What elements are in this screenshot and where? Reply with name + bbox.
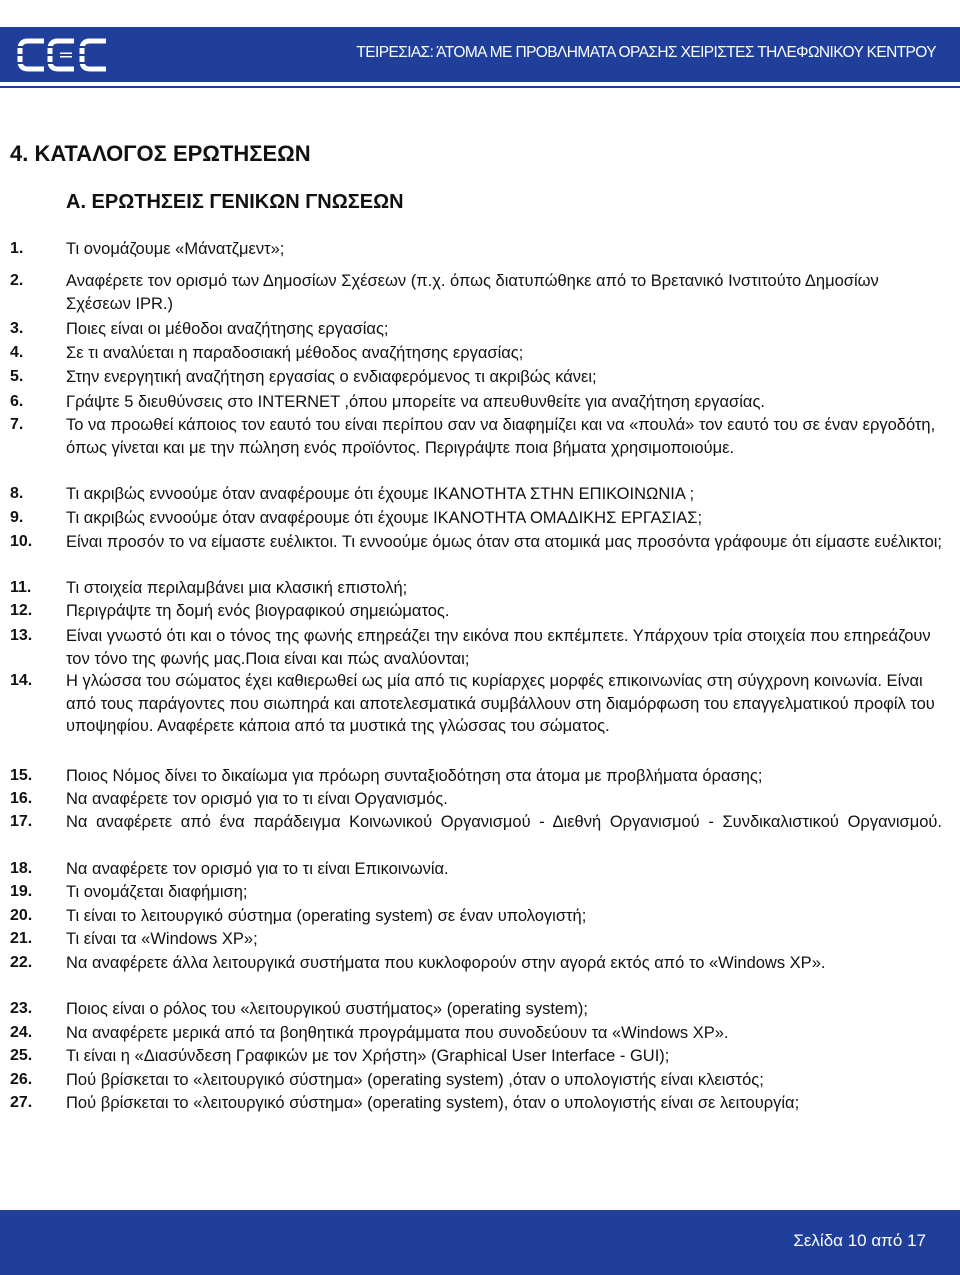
question-number: 25. — [10, 1047, 33, 1064]
question-text: Τι ακριβώς εννοούμε όταν αναφέρουμε ότι έχουμε ΙΚΑΝΟΤΗΤΑ ΣΤΗΝ ΕΠΙΚΟΙΝΩΝΙΑ ; — [66, 485, 695, 503]
question-text: Γράψτε 5 διευθύνσεις στο INTERNET ,όπου μπορείτε να απευθυνθείτε για αναζήτηση εργασίας. — [66, 393, 765, 411]
question-number: 18. — [10, 860, 33, 877]
question-number: 24. — [10, 1024, 33, 1041]
question-text: Τι είναι η «Διασύνδεση Γραφικών με τον Χρήστη» (Graphical User Interface - GUI); — [66, 1047, 670, 1065]
question-number: 3. — [10, 320, 24, 337]
question-number: 2. — [10, 272, 24, 289]
question-number: 6. — [10, 393, 24, 410]
header-divider — [0, 86, 960, 88]
question-text: Να αναφέρετε από ένα παράδειγμα Κοινωνικού Οργανισμού - Διεθνή Οργανισμού - Συνδικαλιστικού Οργανισμού. — [66, 813, 942, 831]
question-text: Να αναφέρετε μερικά από τα βοηθητικά προγράμματα που συνοδεύουν τα «Windows XP». — [66, 1024, 729, 1042]
question-text: Να αναφέρετε τον ορισμό για το τι είναι Οργανισμός. — [66, 790, 448, 808]
question-number: 8. — [10, 485, 24, 502]
question-number: 21. — [10, 930, 33, 947]
question-text: Τι ονομάζεται διαφήμιση; — [66, 883, 248, 901]
question-number: 13. — [10, 627, 33, 644]
question-text: Η γλώσσα του σώματος έχει καθιερωθεί ως μία από τις κυρίαρχες μορφές επικοινωνίας στη σύγχρονη κοινωνία. Είναι από τους παράγοντες που σιωπηρά και αποτελεσματικά συμβάλλουν στη διαμόρφωση του επαγγελματικού προφίλ του υποψηφίου. Αναφέρετε κάποια από τα μυστικά της γλώσσας του σώματος. — [66, 672, 935, 735]
question-text: Πού βρίσκεται το «λειτουργικό σύστημα» (operating system) ,όταν ο υπολογιστής είναι κλειστός; — [66, 1071, 764, 1089]
question-text: Το να προωθεί κάποιος τον εαυτό του είναι περίπου σαν να διαφημίζει και να «πουλά» τον εαυτό του σε έναν εργοδότη, όπως γίνεται και με την πώληση ενός προϊόντος. Περιγράψτε ποια βήματα χρησιμοποιούμε. — [66, 416, 936, 457]
question-number: 12. — [10, 602, 33, 619]
question-number: 27. — [10, 1094, 33, 1111]
question-text: Είναι προσόν το να είμαστε ευέλικτοι. Τι εννοούμε όμως όταν στα ατομικά μας προσόντα γράφουμε ότι είμαστε ευέλικτοι; — [66, 533, 943, 551]
question-text: Τι στοιχεία περιλαμβάνει μια κλασική επιστολή; — [66, 579, 408, 597]
question-number: 23. — [10, 1000, 33, 1017]
question-text: Ποιες είναι οι μέθοδοι αναζήτησης εργασίας; — [66, 320, 389, 338]
question-number: 1. — [10, 240, 24, 257]
question-text: Περιγράψτε τη δομή ενός βιογραφικού σημειώματος. — [66, 602, 450, 620]
question-text: Ποιος είναι ο ρόλος του «λειτουργικού συστήματος» (operating system); — [66, 1000, 588, 1018]
question-text: Αναφέρετε τον ορισμό των Δημοσίων Σχέσεων (π.χ. όπως διατυπώθηκε από το Βρετανικό Ινστιτούτο Δημοσίων Σχέσεων IPR.) — [66, 272, 879, 313]
question-text: Ποιος Νόμος δίνει το δικαίωμα για πρόωρη συνταξιοδότηση στα άτομα με προβλήματα όρασης; — [66, 767, 763, 785]
question-number: 5. — [10, 368, 24, 385]
question-text: Να αναφέρετε άλλα λειτουργικά συστήματα που κυκλοφορούν στην αγορά εκτός από το «Windows XP». — [66, 954, 826, 972]
question-number: 26. — [10, 1071, 33, 1088]
question-number: 7. — [10, 416, 24, 433]
question-number: 17. — [10, 813, 33, 830]
question-text: Στην ενεργητική αναζήτηση εργασίας ο ενδιαφερόμενος τι ακριβώς κάνει; — [66, 368, 597, 386]
page-number: Σελίδα 10 από 17 — [793, 1231, 926, 1250]
question-text: Τι ονομάζουμε «Μάνατζμεντ»; — [66, 240, 285, 258]
question-number: 15. — [10, 767, 33, 784]
question-number: 10. — [10, 533, 33, 550]
question-text: Να αναφέρετε τον ορισμό για το τι είναι Επικοινωνία. — [66, 860, 449, 878]
question-text: Τι ακριβώς εννοούμε όταν αναφέρουμε ότι έχουμε ΙΚΑΝΟΤΗΤΑ ΟΜΑΔΙΚΗΣ ΕΡΓΑΣΙΑΣ; — [66, 509, 703, 527]
question-number: 20. — [10, 907, 33, 924]
question-text: Είναι γνωστό ότι και ο τόνος της φωνής επηρεάζει την εικόνα που εκπέμπετε. Υπάρχουν τρία στοιχεία που επηρεάζουν τον τόνο της φωνής μας.Ποια είναι και πώς αναλύονται; — [66, 627, 931, 668]
question-number: 11. — [10, 579, 32, 596]
question-number: 9. — [10, 509, 24, 526]
question-number: 4. — [10, 344, 24, 361]
question-text: Τι είναι τα «Windows XP»; — [66, 930, 258, 948]
footer-bar — [0, 1210, 960, 1275]
question-number: 14. — [10, 672, 33, 689]
header-title: ΤΕΙΡΕΣΙΑΣ: ΆΤΟΜΑ ΜΕ ΠΡΟΒΛΗΜΑΤΑ ΟΡΑΣΗΣ ΧΕΙΡΙΣΤΕΣ ΤΗΛΕΦΩΝΙΚΟΥ ΚΕΝΤΡΟΥ — [356, 44, 936, 61]
question-text: Πού βρίσκεται το «λειτουργικό σύστημα» (operating system), όταν ο υπολογιστής είναι σε λειτουργία; — [66, 1094, 800, 1112]
section-title: 4. ΚΑΤΑΛΟΓΟΣ ΕΡΩΤΗΣΕΩΝ — [10, 141, 311, 166]
question-text: Τι είναι το λειτουργικό σύστημα (operating system) σε έναν υπολογιστή; — [66, 907, 587, 925]
question-text: Σε τι αναλύεται η παραδοσιακή μέθοδος αναζήτησης εργασίας; — [66, 344, 524, 362]
page-top-margin — [0, 0, 960, 27]
section-subtitle: Α. ΕΡΩΤΗΣΕΙΣ ΓΕΝΙΚΩΝ ΓΝΩΣΕΩΝ — [66, 191, 404, 213]
logo-icon — [14, 33, 114, 77]
question-number: 19. — [10, 883, 33, 900]
question-number: 22. — [10, 954, 33, 971]
header-bar — [0, 27, 960, 82]
question-number: 16. — [10, 790, 33, 807]
